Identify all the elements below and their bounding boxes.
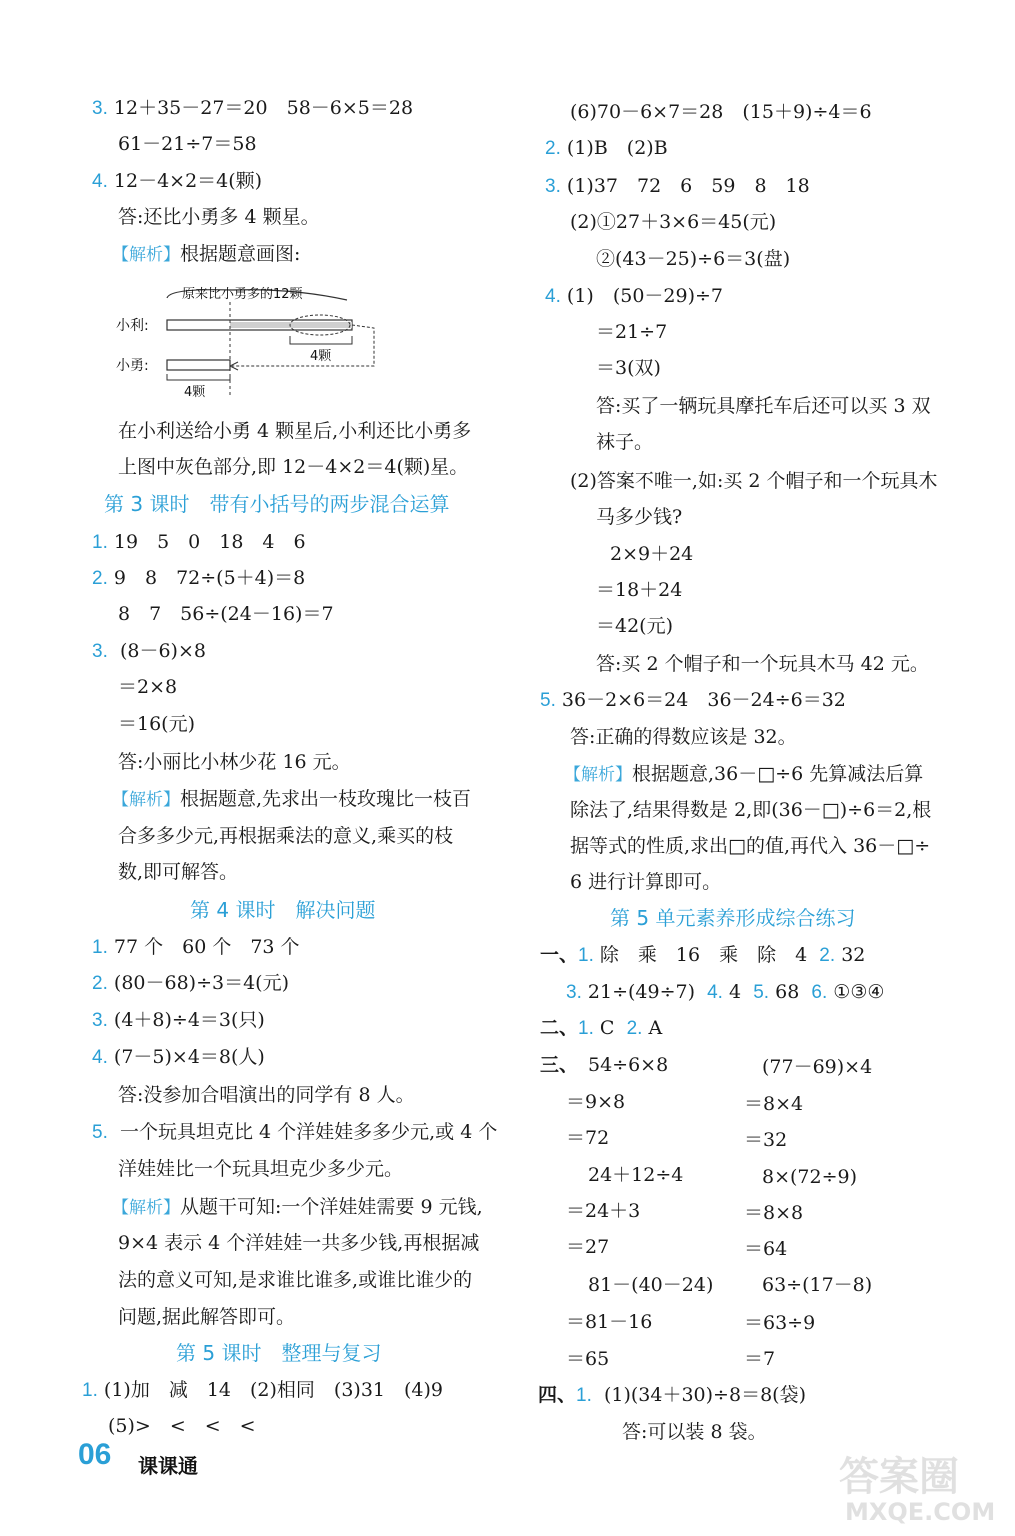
left-q3-line2: 61－21÷7＝58 [118, 133, 257, 155]
bar-diagram [112, 278, 392, 402]
right-q4-line1: 4. (1) (50－29)÷7 [545, 285, 724, 307]
analysis-tag: 【解析】 [112, 245, 180, 265]
lesson3-q2-line2: 8 7 56÷(24－16)＝7 [118, 603, 334, 625]
item-number: 3. [566, 982, 582, 1003]
calc-col-a-7: 81－(40－24) [588, 1274, 714, 1296]
calc-col-b-5: ＝8×8 [744, 1202, 804, 1224]
watermark-url: MXQE.COM [845, 1498, 996, 1526]
item-number: 3. [92, 641, 108, 662]
calc-col-a-3: ＝72 [566, 1127, 610, 1149]
right-q5-answer: 答:正确的得数应该是 32。 [570, 726, 797, 748]
left-q4-line1: 4. 12－4×2＝4(颗) [92, 170, 263, 192]
item-number: 2. [819, 945, 836, 966]
right-q4-part2-line3: 2×9＋24 [610, 543, 694, 565]
calc-col-b-6: ＝64 [744, 1238, 788, 1260]
diagram-right-label: 4颗 [310, 349, 332, 364]
unit5-part4-line1: 四、1. (1)(34＋30)÷8＝8(袋) [538, 1384, 806, 1406]
analysis-tag: 【解析】 [564, 765, 632, 785]
calc-col-a-4: 24＋12÷4 [588, 1164, 684, 1186]
right-q3-line1: 3. (1)37 72 6 59 8 18 [545, 175, 810, 197]
right-q4-line2: ＝21÷7 [596, 321, 668, 343]
right-q4-part2-answer: 答:买 2 个帽子和一个玩具木马 42 元。 [596, 653, 929, 675]
lesson4-q3: 3. (4＋8)÷4＝3(只) [92, 1009, 265, 1031]
right-q1-part6: (6)70－6×7＝28 (15＋9)÷4＝6 [570, 101, 872, 123]
item-number: 5. [753, 982, 770, 1003]
section-heading-lesson3: 第 3 课时 带有小括号的两步混合运算 [104, 492, 450, 516]
unit5-part3-label: 三、 [540, 1054, 579, 1076]
transfer-arrow [232, 325, 374, 366]
section-heading-lesson4: 第 4 课时 解决问题 [190, 898, 376, 922]
lesson3-analysis-line2: 合多多少元,再根据乘法的意义,乘买的枝 [118, 825, 454, 847]
calc-col-a-2: ＝9×8 [566, 1091, 626, 1113]
calc-col-b-3: ＝32 [744, 1129, 788, 1151]
item-number: 5. [92, 1122, 108, 1143]
item-number: 1. [576, 1385, 592, 1406]
calc-col-b-9: ＝7 [744, 1348, 776, 1370]
right-q5-analysis-line1: 【解析】根据题意,36－□÷6 先算减法后算 [564, 763, 924, 785]
item-number: 4. [707, 982, 723, 1003]
item-number: 4. [92, 1047, 108, 1068]
unit5-part1-line1: 一、1. 除 乘 16 乘 除 4 2. 32 [540, 944, 866, 966]
calc-col-a-1: 54÷6×8 [588, 1054, 669, 1076]
unit5-part2: 二、1. C 2. A [540, 1017, 663, 1039]
lesson3-q3-line2: ＝2×8 [118, 676, 178, 698]
right-q5-analysis-line3: 据等式的性质,求出□的值,再代入 36－□÷ [570, 835, 931, 857]
item-number: 3. [92, 1010, 108, 1031]
unit5-part1-line2: 3. 21÷(49÷7) 4. 4 5. 68 6. ①③④ [566, 981, 885, 1003]
analysis-tag: 【解析】 [112, 1198, 180, 1218]
right-q4-answer-line2: 袜子。 [596, 431, 654, 453]
lesson3-analysis-line1: 【解析】根据题意,先求出一枝玫瑰比一枝百 [112, 788, 472, 810]
lesson3-q1: 1. 19 5 0 18 4 6 [92, 531, 306, 553]
right-brace [290, 336, 352, 344]
right-q4-answer-line1: 答:买了一辆玩具摩托车后还可以买 3 双 [596, 395, 931, 417]
calc-col-a-8: ＝81－16 [566, 1311, 653, 1333]
xiaoyong-bar [167, 360, 230, 370]
lesson4-q4-answer: 答:没参加合唱演出的同学有 8 人。 [118, 1084, 415, 1106]
brand-name: 课课通 [138, 1454, 198, 1478]
analysis-tag: 【解析】 [112, 790, 180, 810]
section-heading-unit5: 第 5 单元素养形成综合练习 [610, 906, 856, 930]
lesson4-q1: 1. 77 个 60 个 73 个 [92, 936, 300, 958]
item-number: 1. [82, 1380, 98, 1401]
lesson4-q2: 2. (80－68)÷3＝4(元) [92, 972, 290, 994]
item-number: 1. [578, 1018, 594, 1039]
lesson5-q1-line2: (5)> < < < [108, 1415, 256, 1437]
lesson4-q5-line1: 5. 一个玩具坦克比 4 个洋娃娃多多少元,或 4 个 [92, 1121, 498, 1143]
lesson4-analysis-line3: 法的意义可知,是求谁比谁多,或谁比谁少的 [118, 1269, 473, 1291]
bottom-brace [167, 374, 230, 380]
item-number: 1. [92, 532, 108, 553]
lesson3-q3-answer: 答:小丽比小林少花 16 元。 [118, 751, 351, 773]
item-number: 2. [92, 973, 108, 994]
watermark-logo: 答案圈 [839, 1454, 959, 1500]
right-q5-analysis-line2: 除法了,结果得数是 2,即(36－□)÷6＝2,根 [570, 799, 932, 821]
lesson4-q4: 4. (7－5)×4＝8(人) [92, 1046, 265, 1068]
diagram-row1-label: 小利: [116, 318, 149, 334]
lesson3-q3-line1: 3. (8－6)×8 [92, 640, 206, 662]
calc-col-b-7: 63÷(17－8) [762, 1274, 873, 1296]
left-q4-analysis: 【解析】根据题意画图: [112, 243, 301, 265]
calc-col-a-9: ＝65 [566, 1348, 610, 1370]
lesson4-q5-line2: 洋娃娃比一个玩具坦克少多少元。 [118, 1158, 404, 1180]
item-number: 1. [578, 945, 594, 966]
lesson5-q1-line1: 1. (1)加 减 14 (2)相同 (3)31 (4)9 [82, 1379, 444, 1401]
item-number: 3. [92, 98, 108, 119]
item-number: 2. [92, 568, 108, 589]
right-q5-analysis-line4: 6 进行计算即可。 [570, 871, 722, 893]
right-q4-part2-line1: (2)答案不唯一,如:买 2 个帽子和一个玩具木 [570, 470, 938, 492]
left-analysis-line1: 在小利送给小勇 4 颗星后,小利还比小勇多 [118, 420, 472, 442]
diagram-row2-label: 小勇: [116, 358, 149, 374]
gray-part [230, 322, 352, 328]
watermark [831, 1448, 1001, 1526]
item-number: 6. [811, 982, 828, 1003]
right-q2: 2. (1)B (2)B [545, 137, 668, 159]
left-analysis-line2: 上图中灰色部分,即 12－4×2＝4(颗)星。 [118, 456, 469, 478]
left-q3-line1: 3. 12＋35－27＝20 58－6×5＝28 [92, 97, 414, 119]
lesson4-analysis-line4: 问题,据此解答即可。 [118, 1306, 296, 1328]
section-heading-lesson5: 第 5 课时 整理与复习 [176, 1341, 382, 1365]
calc-col-a-6: ＝27 [566, 1236, 610, 1258]
calc-col-b-4: 8×(72÷9) [762, 1166, 858, 1188]
lesson3-q3-line3: ＝16(元) [118, 713, 196, 735]
calc-col-b-2: ＝8×4 [744, 1093, 804, 1115]
right-q4-part2-line5: ＝42(元) [596, 615, 674, 637]
item-number: 5. [540, 690, 556, 711]
right-q3-line3: ②(43－25)÷6＝3(盘) [596, 248, 791, 270]
item-number: 3. [545, 176, 561, 197]
calc-col-a-5: ＝24＋3 [566, 1200, 641, 1222]
item-number: 1. [92, 937, 108, 958]
calc-col-b-8: ＝63÷9 [744, 1312, 816, 1334]
item-number: 2. [545, 138, 561, 159]
item-number: 2. [626, 1018, 643, 1039]
calc-col-b-1: (77－69)×4 [762, 1056, 873, 1078]
right-q4-part2-line2: 马多少钱? [596, 506, 683, 528]
lesson3-analysis-line3: 数,即可解答。 [118, 861, 239, 883]
page-number: 06 [78, 1438, 112, 1471]
item-number: 4. [545, 286, 561, 307]
unit5-part4-answer: 答:可以装 8 袋。 [622, 1421, 767, 1443]
left-q4-answer: 答:还比小勇多 4 颗星。 [118, 206, 320, 228]
lesson4-analysis-line1: 【解析】从题干可知:一个洋娃娃需要 9 元钱, [112, 1196, 483, 1218]
lesson4-analysis-line2: 9×4 表示 4 个洋娃娃一共多少钱,再根据减 [118, 1232, 480, 1254]
right-q5-line1: 5. 36－2×6＝24 36－24÷6＝32 [540, 689, 846, 711]
item-number: 4. [92, 171, 108, 192]
right-q4-part2-line4: ＝18＋24 [596, 579, 683, 601]
lesson3-q2-line1: 2. 9 8 72÷(5＋4)＝8 [92, 567, 306, 589]
right-q4-line3: ＝3(双) [596, 357, 661, 379]
diagram-bottom-label: 4颗 [184, 385, 206, 400]
diagram-top-label: 原来比小勇多的12颗 [182, 287, 303, 302]
right-q3-line2: (2)①27＋3×6＝45(元) [570, 211, 777, 233]
